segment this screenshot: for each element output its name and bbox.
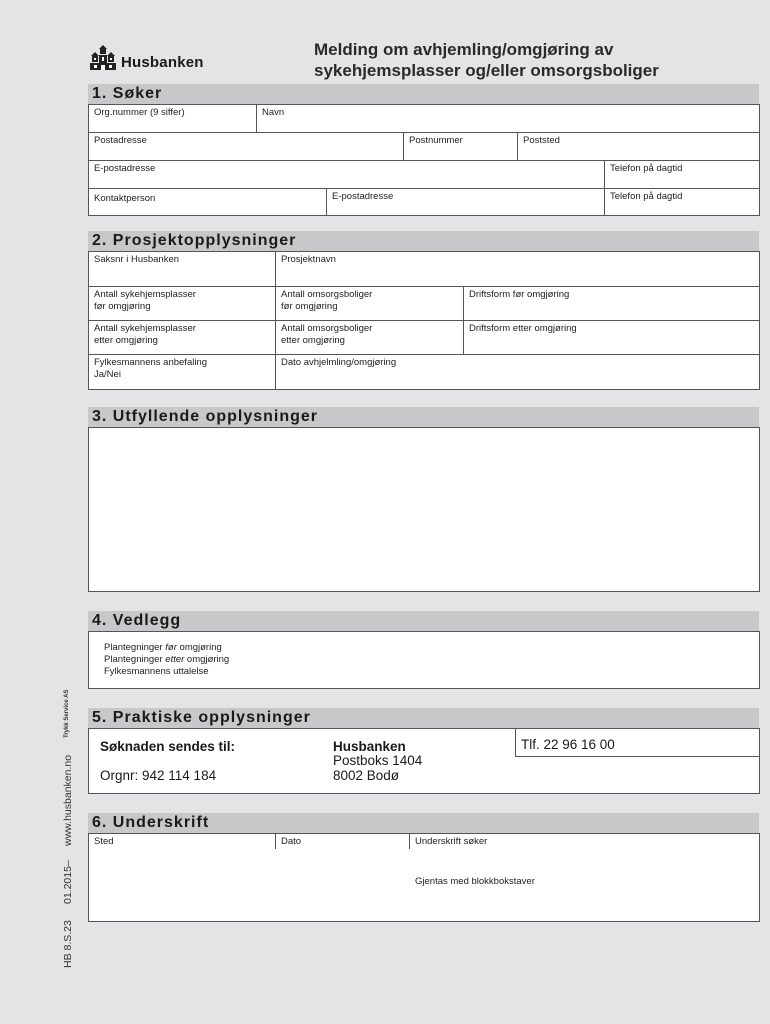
vedlegg-item-1: [104, 642, 229, 654]
orgnr-value: Orgnr: 942 114 184: [100, 768, 217, 783]
section-5-title: 5. Praktiske opplysninger: [92, 709, 311, 726]
vedlegg-item-3: Fylkesmannens uttalelse: [104, 666, 209, 677]
dato-omgjoring-label: Dato avhjelmling/omgjøring: [281, 357, 397, 368]
poststed-label: Poststed: [523, 135, 560, 146]
oms-etter-line2: etter omgjøring: [281, 335, 345, 346]
section-1-title: 1. Søker: [92, 85, 163, 102]
underskrift-label: Underskrift søker: [415, 836, 488, 847]
telefon2-field[interactable]: [604, 189, 759, 215]
side-url: www.husbanken.no: [62, 754, 74, 846]
side-date: 01.2015: [62, 866, 74, 904]
drift-etter-field[interactable]: [463, 321, 759, 354]
vedlegg-item-1-a: Plantegninger: [104, 642, 166, 653]
epost2-label: E-postadresse: [332, 191, 394, 202]
form-title: [314, 39, 754, 81]
s1-row-1: [89, 105, 759, 133]
tlf-divider: [515, 729, 516, 756]
drift-for-label: Driftsform før omgjøring: [469, 289, 570, 300]
s2-row-1: [89, 252, 759, 287]
telefon-label: Telefon på dagtid: [610, 163, 683, 174]
syk-for-line1: Antall sykehjemsplasser: [94, 289, 196, 300]
dato-omgjoring-field[interactable]: [275, 355, 759, 389]
recipient-city: 8002 Bodø: [333, 768, 400, 783]
section-6-box: [88, 833, 760, 922]
fylke-field[interactable]: [89, 355, 275, 389]
vedlegg-list: [104, 642, 229, 678]
recipient-postboks: Postboks 1404: [333, 753, 423, 768]
husbanken-emblem-icon: [88, 44, 118, 72]
syk-for-line2: før omgjøring: [94, 301, 151, 312]
poststed-field[interactable]: [517, 133, 759, 160]
s1-row-2: [89, 133, 759, 161]
postadresse-field[interactable]: [89, 133, 403, 160]
navn-field[interactable]: [256, 105, 759, 132]
fylke-line2: Ja/Nei: [94, 369, 121, 380]
section-5-header: [88, 708, 759, 728]
drift-for-field[interactable]: [463, 287, 759, 320]
s2-row-2: [89, 287, 759, 321]
oms-etter-field[interactable]: [275, 321, 464, 354]
syk-etter-field[interactable]: [89, 321, 275, 354]
telefon2-label: Telefon på dagtid: [610, 191, 683, 202]
prosjektnavn-field[interactable]: [275, 252, 759, 286]
s1-row-3: [89, 161, 759, 189]
fylke-label: [94, 357, 207, 381]
vedlegg-item-2-b: omgjøring: [184, 654, 230, 665]
section-2-box: [88, 251, 760, 390]
section-6-header: [88, 813, 759, 833]
section-6-title: 6. Underskrift: [92, 814, 210, 831]
form-title-line2: sykehjemsplasser og/eller omsorgsboliger: [314, 61, 659, 80]
postadresse-label: Postadresse: [94, 135, 147, 146]
syk-etter-line1: Antall sykehjemsplasser: [94, 323, 196, 334]
oms-for-line2: før omgjøring: [281, 301, 338, 312]
vedlegg-item-2-em: etter: [165, 654, 185, 665]
section-3-header: [88, 407, 759, 427]
syk-for-label: [94, 289, 196, 313]
utfyllende-textarea[interactable]: [88, 427, 760, 592]
sted-field[interactable]: [89, 834, 275, 849]
postnummer-field[interactable]: [403, 133, 518, 160]
oms-etter-line1: Antall omsorgsboliger: [281, 323, 373, 334]
recipient-phone: Tlf. 22 96 16 00: [521, 737, 615, 752]
vedlegg-item-2: [104, 654, 229, 666]
postnummer-label: Postnummer: [409, 135, 463, 146]
syk-etter-label: [94, 323, 196, 347]
section-1-box: [88, 104, 760, 216]
sendes-til-label: Søknaden sendes til:: [100, 739, 236, 754]
vedlegg-item-2-a: Plantegninger: [104, 654, 166, 665]
section-2-title: 2. Prosjektopplysninger: [92, 232, 297, 249]
saksnr-label: Saksnr i Husbanken: [94, 254, 180, 265]
epost-field[interactable]: [89, 161, 604, 188]
section-4-title: 4. Vedlegg: [92, 612, 182, 629]
s1-row-4: [89, 189, 759, 215]
section-4-header: [88, 611, 759, 631]
kontakt-field[interactable]: [89, 189, 326, 215]
side-form-code: HB 8.S.23: [62, 920, 74, 968]
section-3-title: 3. Utfyllende opplysninger: [92, 408, 319, 425]
tlf-underline: [515, 756, 759, 757]
husbanken-logo: [88, 44, 218, 74]
vedlegg-item-1-em: før: [165, 642, 177, 653]
section-4-box: [88, 631, 760, 689]
orgnr-label: Org.nummer (9 siffer): [94, 107, 185, 118]
saksnr-field[interactable]: [89, 252, 275, 286]
syk-etter-line2: etter omgjøring: [94, 335, 158, 346]
oms-for-field[interactable]: [275, 287, 464, 320]
navn-label: Navn: [262, 107, 285, 118]
sted-label: Sted: [94, 836, 114, 847]
side-printer: Trykk Service AS: [64, 689, 70, 738]
oms-for-line1: Antall omsorgsboliger: [281, 289, 373, 300]
section-5-box: [88, 728, 760, 794]
prosjektnavn-label: Prosjektnavn: [281, 254, 336, 265]
s2-row-4: [89, 355, 759, 389]
orgnr-field[interactable]: [89, 105, 256, 132]
syk-for-field[interactable]: [89, 287, 275, 320]
gjentas-label: Gjentas med blokkbokstaver: [415, 876, 535, 887]
underskrift-field[interactable]: [409, 834, 759, 849]
epost-label: E-postadresse: [94, 163, 156, 174]
vedlegg-item-1-b: omgjøring: [176, 642, 222, 653]
fylke-line1: Fylkesmannens anbefaling: [94, 357, 208, 368]
kontakt-label: Kontaktperson: [94, 193, 156, 204]
side-dash: –: [62, 860, 74, 866]
recipient-name: Husbanken: [333, 739, 406, 754]
dato-field[interactable]: [275, 834, 410, 849]
epost2-field[interactable]: [326, 189, 605, 215]
form-title-line1: Melding om avhjemling/omgjøring av: [314, 40, 614, 59]
section-2-header: [88, 231, 759, 251]
oms-for-label: [281, 289, 372, 313]
oms-etter-label: [281, 323, 372, 347]
s2-row-3: [89, 321, 759, 355]
section-1-header: [88, 84, 759, 104]
telefon-field[interactable]: [604, 161, 759, 188]
dato-label: Dato: [281, 836, 302, 847]
brand-name: Husbanken: [121, 54, 204, 71]
drift-etter-label: Driftsform etter omgjøring: [469, 323, 577, 334]
